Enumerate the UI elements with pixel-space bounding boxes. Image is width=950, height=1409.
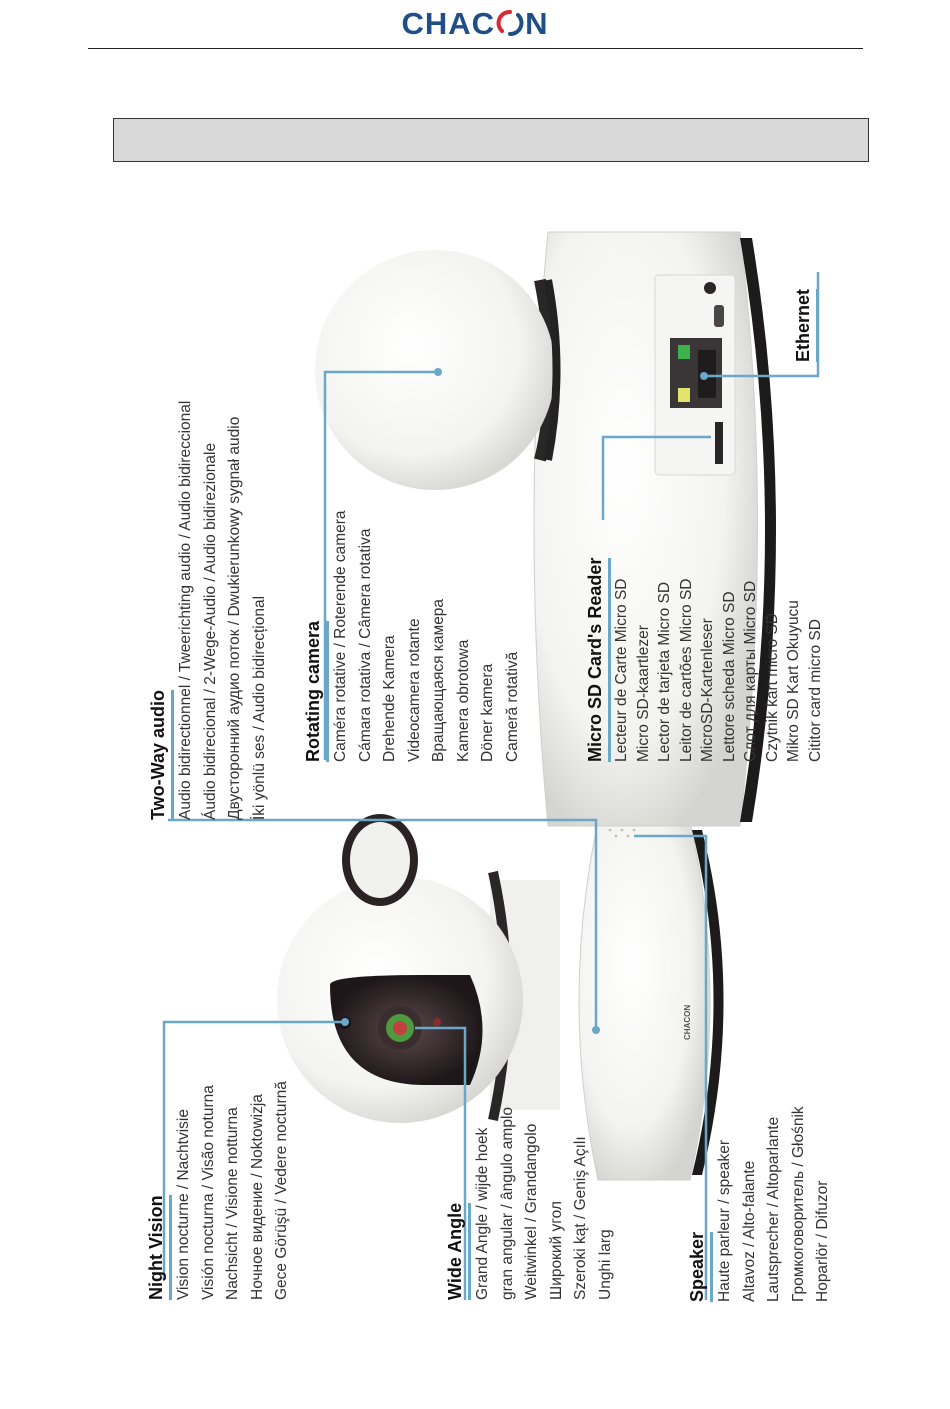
chacon-logo: CHAC N (401, 6, 549, 41)
micro-sd-title: Micro SD Card's Reader (584, 558, 611, 762)
callout-speaker: Speaker Haute parleur / speaker Altavoz / Alto-falante Lautsprecher / Altoparlante Громкоговоритель / Głośnik Hoparlör / Difuzor (687, 1106, 831, 1302)
ethernet-title: Ethernet (792, 289, 819, 362)
callout-ethernet (792, 289, 819, 362)
callout-micro-sd: Micro SD Card's Reader Lecteur de Carte Micro SD Micro SD-kaartlezer Lector de tarjeta Micro SD Leitor de cartões Micro SD MicroSD-Kartenleser Lettore scheda Micro SD Слот для карты Micro SD Czytnik kart micro SD Mikro SD Kart Okuyucu Cititor card micro SD (585, 557, 824, 762)
callout-two-way-audio: Two-Way audio Audio bidirectionnel / Tweerichting audio / Audio bidireccional Áudio bidirecional / 2-Wege-Audio / Audio bidirezionale Двусторонний аудио поток / Dwukierunkowy sygnał audio İki yönlü ses / Audio bidirecțional (148, 400, 268, 820)
speaker-title: Speaker (686, 1232, 713, 1302)
callout-rotating-camera: Rotating camera Caméra rotative / Roterende camera Cámara rotativa / Câmera rotativa Drehende Kamera Videocamera rotante Вращающаяся камера Kamera obrotowa Döner kamera Cameră rotativă (303, 510, 521, 762)
two-way-audio-title: Two-Way audio (147, 690, 174, 820)
rotating-camera-title: Rotating camera (302, 621, 329, 762)
callout-wide-angle: Wide Angle Grand Angle / wijde hoek gran angular / ângulo amplo Weitwinkel / Grandangolo Широкий угол Szeroki kąt / Geniş Açılı Unghi larg (445, 1106, 614, 1300)
night-vision-title: Night Vision (145, 1195, 172, 1300)
callout-night-vision: Night Vision Vision nocturne / Nachtvisie Visión nocturna / Visão noturna Nachsicht / Visione notturna Ночное видение / Noktowizja Gece Görüşü / Vedere nocturnă (146, 1081, 290, 1300)
wide-angle-title: Wide Angle (444, 1203, 471, 1300)
svg-text:CHACON: CHACON (683, 1004, 692, 1040)
